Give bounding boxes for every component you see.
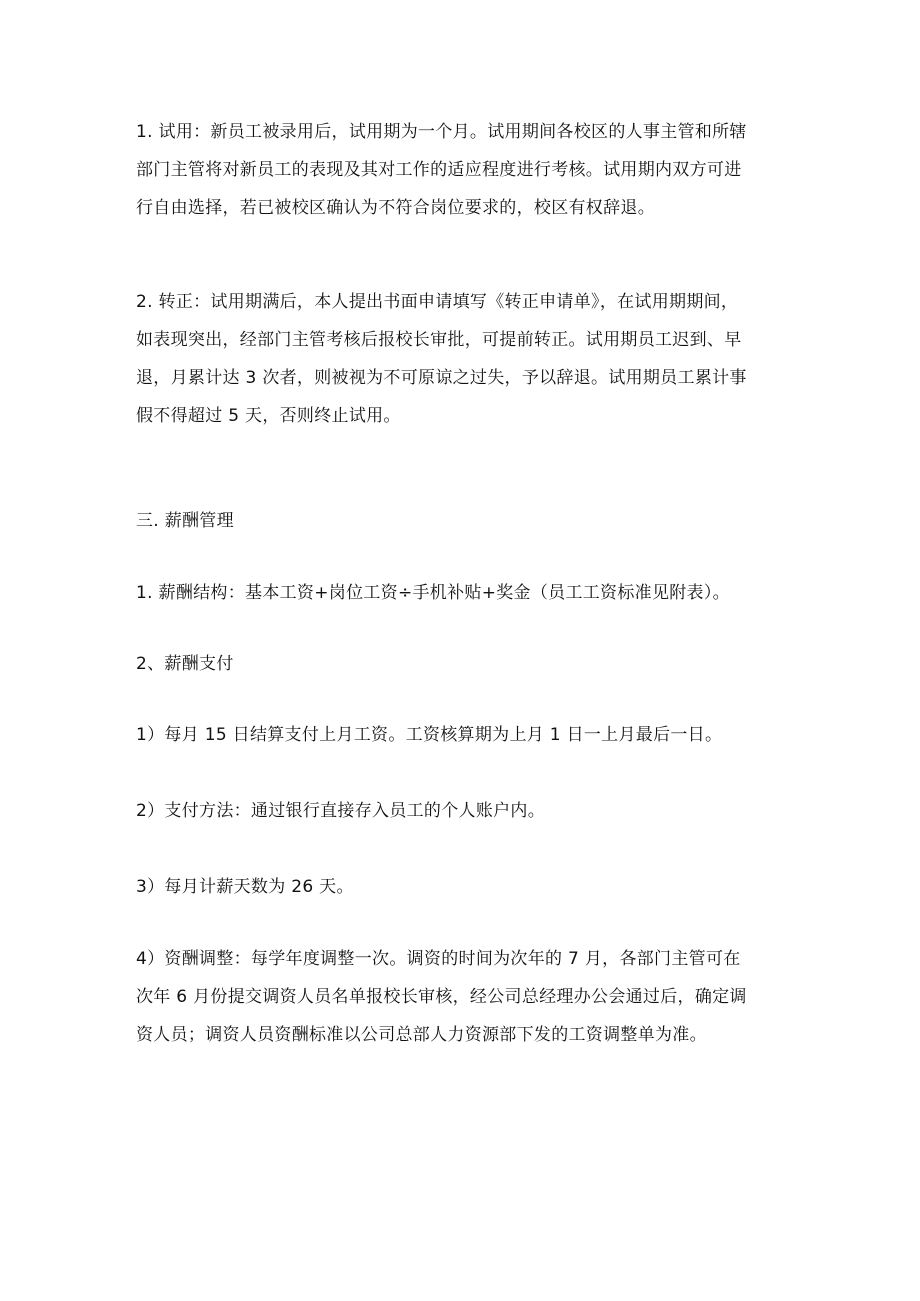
- probation-paragraph: [136, 113, 796, 227]
- section-heading: [136, 502, 796, 540]
- section-heading-text: 三. 薪酬管理: [136, 511, 234, 531]
- paragraph-line: 2. 转正：试用期满后，本人提出书面申请填写《转正申请单》，在试用期期间，: [136, 292, 739, 312]
- payment-item: [136, 792, 796, 830]
- paragraph-line: 2）支付方法：通过银行直接存入员工的个人账户内。: [136, 801, 546, 821]
- paragraph-line: 如表现突出，经部门主管考核后报校长审批，可提前转正。试用期员工迟到、早: [136, 330, 742, 350]
- paragraph-line: 次年 6 月份提交调资人员名单报校长审核，经公司总经理办公会通过后，确定调: [136, 987, 747, 1007]
- paragraph-line: 退，月累计达 3 次者，则被视为不可原谅之过失，予以辞退。试用期员工累计事: [136, 368, 747, 388]
- paragraph-line: 3）每月计薪天数为 26 天。: [136, 877, 354, 897]
- subheading-text: 2、薪酬支付: [136, 654, 234, 674]
- payment-item: [136, 868, 796, 906]
- regularization-paragraph: [136, 283, 796, 435]
- paragraph-line: 4）资酬调整：每学年度调整一次。调资的时间为次年的 7 月，各部门主管可在: [136, 949, 741, 969]
- salary-payment-heading: [136, 645, 796, 683]
- paragraph-line: 资人员；调资人员资酬标准以公司总部人力资源部下发的工资调整单为准。: [136, 1025, 707, 1045]
- paragraph-line: 1. 薪酬结构：基本工资+岗位工资÷手机补贴+奖金（员工工资标准见附表）。: [136, 583, 730, 603]
- paragraph-line: 1. 试用：新员工被录用后，试用期为一个月。试用期间各校区的人事主管和所辖: [136, 122, 747, 142]
- paragraph-line: 1）每月 15 日结算支付上月工资。工资核算期为上月 1 日一上月最后一日。: [136, 725, 723, 745]
- paragraph-line: 部门主管将对新员工的表现及其对工作的适应程度进行考核。试用期内双方可进: [136, 160, 742, 180]
- salary-structure-paragraph: [136, 574, 796, 612]
- paragraph-line: 假不得超过 5 天，否则终止试用。: [136, 406, 401, 426]
- payment-item: [136, 716, 796, 754]
- paragraph-line: 行自由选择，若已被校区确认为不符合岗位要求的，校区有权辞退。: [136, 198, 655, 218]
- salary-adjustment-paragraph: [136, 940, 796, 1054]
